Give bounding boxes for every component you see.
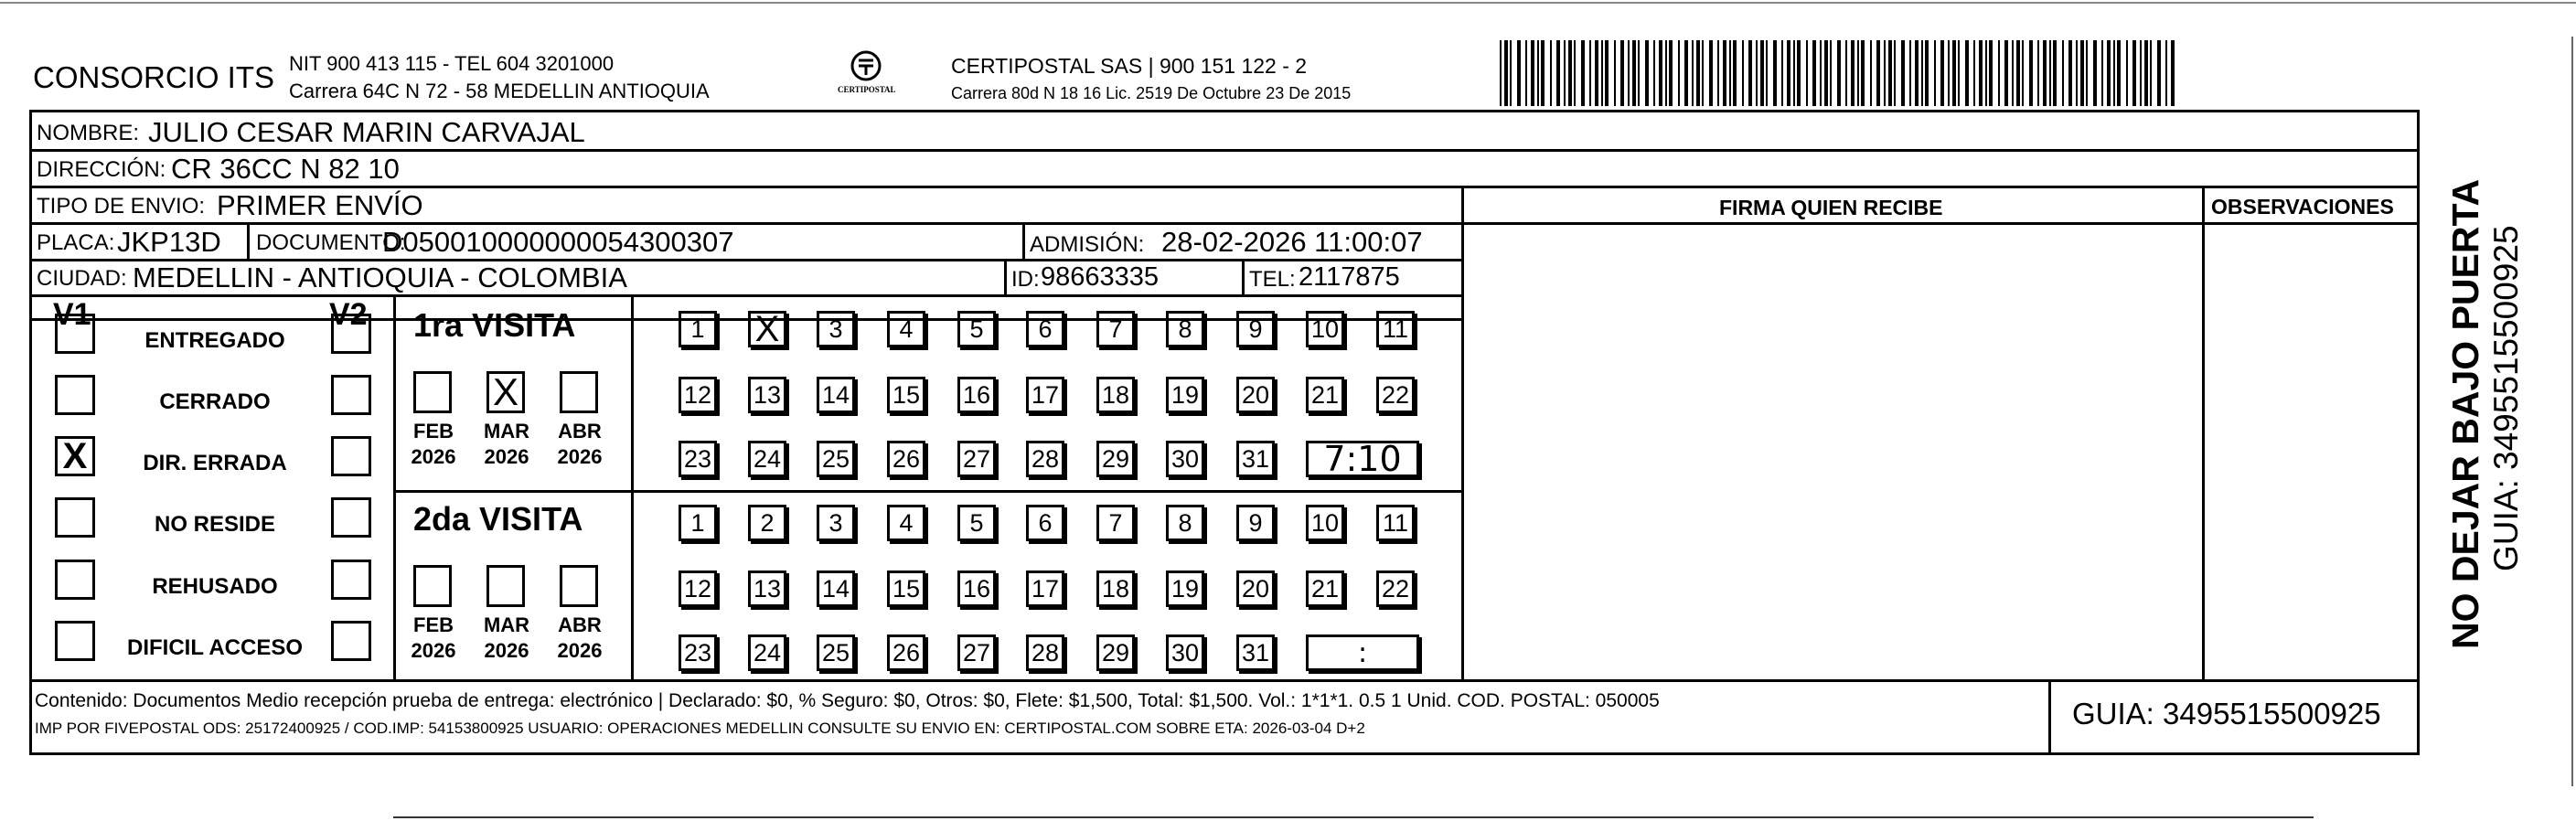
day-box[interactable]: 31 bbox=[1236, 441, 1275, 477]
day-box[interactable]: 1 bbox=[679, 311, 717, 347]
v1-header: V1 bbox=[53, 297, 91, 332]
id-label: ID: bbox=[1011, 267, 1040, 292]
barcode-bar bbox=[1638, 40, 1640, 106]
barcode-bar bbox=[2016, 40, 2020, 106]
barcode-bar bbox=[1940, 40, 1944, 106]
day-box[interactable]: 27 bbox=[957, 634, 996, 671]
barcode-bar bbox=[1756, 40, 1758, 106]
day-box[interactable]: 13 bbox=[748, 570, 786, 607]
day-box[interactable]: 25 bbox=[817, 441, 855, 477]
barcode-bar bbox=[1525, 40, 1527, 106]
tipo-envio-label: TIPO DE ENVIO: bbox=[37, 194, 206, 219]
month-checkbox[interactable] bbox=[413, 565, 452, 607]
documento-label: DOCUMENTO: bbox=[256, 230, 406, 255]
barcode-bar bbox=[1901, 40, 1905, 106]
day-box[interactable]: 21 bbox=[1306, 570, 1344, 607]
barcode-bar bbox=[1742, 40, 1744, 106]
barcode-bar bbox=[1952, 40, 1956, 106]
barcode-bar bbox=[1589, 40, 1591, 106]
v1-checkbox[interactable] bbox=[55, 375, 95, 415]
barcode-bar bbox=[1595, 40, 1598, 106]
status-label: DIR. ERRADA bbox=[143, 451, 287, 475]
visit-time-box[interactable]: : bbox=[1306, 634, 1419, 671]
barcode-bar bbox=[1692, 40, 1694, 106]
month-checkbox[interactable] bbox=[413, 371, 452, 413]
day-box[interactable]: 18 bbox=[1096, 570, 1135, 607]
day-box[interactable]: 2 bbox=[748, 505, 786, 541]
certipostal-logo bbox=[834, 48, 898, 102]
day-box[interactable]: 16 bbox=[957, 570, 996, 607]
barcode-bar bbox=[1504, 40, 1508, 106]
day-box[interactable]: 12 bbox=[679, 377, 717, 413]
barcode-bar bbox=[2101, 40, 2103, 106]
placa-divider bbox=[247, 222, 250, 259]
day-box[interactable]: 3 bbox=[817, 311, 855, 347]
barcode-bar bbox=[1921, 40, 1923, 106]
barcode-bar bbox=[1628, 40, 1630, 106]
day-box[interactable]: 4 bbox=[887, 311, 925, 347]
tel-label: TEL: bbox=[1249, 267, 1296, 292]
tel-divider bbox=[1242, 259, 1245, 294]
month-name: MAR bbox=[483, 420, 530, 442]
page-edge bbox=[2571, 37, 2573, 786]
ciudad-label: CIUDAD: bbox=[37, 266, 127, 291]
barcode-bar bbox=[1806, 40, 1808, 106]
month-name: MAR bbox=[483, 613, 530, 636]
barcode-bar bbox=[2037, 40, 2039, 106]
barcode-bar bbox=[1857, 40, 1859, 106]
visit-title: 2da VISITA bbox=[413, 500, 583, 538]
ciudad-value: MEDELLIN - ANTIOQUIA - COLOMBIA bbox=[133, 261, 627, 293]
barcode-bar bbox=[1564, 40, 1566, 106]
v1-checkbox[interactable] bbox=[55, 314, 95, 354]
barcode-bar bbox=[1678, 40, 1680, 106]
barcode-bar bbox=[2165, 40, 2167, 106]
barcode bbox=[1500, 40, 2181, 106]
barcode-bar bbox=[2150, 40, 2152, 106]
v1-checkbox[interactable] bbox=[55, 497, 95, 538]
carrier-address: Carrera 80d N 18 16 Lic. 2519 De Octubre 23 De 2015 bbox=[951, 84, 1352, 102]
day-box[interactable]: 7 bbox=[1096, 311, 1135, 347]
barcode-bar bbox=[2022, 40, 2024, 106]
barcode-bar bbox=[1979, 40, 1983, 106]
day-box[interactable]: 5 bbox=[957, 311, 996, 347]
day-box[interactable]: 10 bbox=[1306, 311, 1344, 347]
barcode-bar bbox=[1787, 40, 1790, 106]
barcode-bar bbox=[1925, 40, 1929, 106]
firma-header: FIRMA QUIEN RECIBE bbox=[1719, 196, 1943, 219]
day-box[interactable]: 24 bbox=[748, 441, 786, 477]
day-box[interactable]: 9 bbox=[1236, 505, 1275, 541]
status-label: DIFICIL ACCESO bbox=[126, 635, 303, 660]
barcode-bar bbox=[1894, 40, 1896, 106]
status-label: REHUSADO bbox=[152, 574, 278, 599]
barcode-bar bbox=[2062, 40, 2064, 106]
footer-contenido: Contenido: Documentos Medio recepción prueba de entrega: electrónico | Declarado: $0, % Seguro: $0, Otros: $0, Flete: $1,500, Total: $1,500. Vol.: 1*1*1. 0.5 1 Unid. COD. POSTAL: 050005 bbox=[35, 690, 1660, 711]
barcode-bar bbox=[1669, 40, 1673, 106]
month-name: FEB bbox=[413, 420, 454, 442]
day-box[interactable]: 17 bbox=[1026, 570, 1064, 607]
status-divider bbox=[393, 294, 396, 679]
row-line bbox=[29, 149, 2420, 152]
v2-checkbox[interactable] bbox=[331, 621, 371, 661]
admision-label: ADMISIÓN: bbox=[1030, 232, 1145, 257]
frame-right bbox=[2417, 110, 2420, 755]
barcode-bar bbox=[1973, 40, 1975, 106]
barcode-bar bbox=[1888, 40, 1892, 106]
direccion-label: DIRECCIÓN: bbox=[37, 157, 166, 182]
barcode-bar bbox=[1517, 40, 1521, 106]
barcode-bar bbox=[1729, 40, 1731, 106]
barcode-bar bbox=[1861, 40, 1865, 106]
day-box[interactable]: 4 bbox=[887, 505, 925, 541]
day-box[interactable]: 7 bbox=[1096, 505, 1135, 541]
day-box[interactable]: 15 bbox=[887, 377, 925, 413]
day-box[interactable]: 8 bbox=[1166, 311, 1204, 347]
barcode-bar bbox=[2093, 40, 2097, 106]
barcode-bar bbox=[1965, 40, 1969, 106]
day-box[interactable]: 6 bbox=[1026, 505, 1064, 541]
barcode-bar bbox=[1709, 40, 1713, 106]
barcode-bar bbox=[1948, 40, 1950, 106]
day-box[interactable]: 3 bbox=[817, 505, 855, 541]
barcode-bar bbox=[2113, 40, 2115, 106]
barcode-bar bbox=[1665, 40, 1667, 106]
v1-checkbox[interactable]: X bbox=[55, 436, 95, 476]
barcode-bar bbox=[2029, 40, 2033, 106]
barcode-bar bbox=[2140, 40, 2142, 106]
v2-checkbox[interactable] bbox=[331, 375, 371, 415]
month-checkbox[interactable] bbox=[560, 371, 598, 413]
month-label bbox=[547, 613, 613, 664]
day-box[interactable]: 5 bbox=[957, 505, 996, 541]
barcode-bar bbox=[1717, 40, 1719, 106]
barcode-bar bbox=[2132, 40, 2136, 106]
day-box[interactable]: 19 bbox=[1166, 377, 1204, 413]
barcode-bar bbox=[1723, 40, 1726, 106]
barcode-bar bbox=[1830, 40, 1832, 106]
month-label bbox=[474, 419, 540, 470]
barcode-bar bbox=[1998, 40, 2000, 106]
barcode-bar bbox=[1793, 40, 1795, 106]
side-guia: GUIA: 3495515500925 bbox=[2487, 225, 2525, 571]
month-label bbox=[401, 613, 466, 664]
day-box[interactable]: 6 bbox=[1026, 311, 1064, 347]
barcode-bar bbox=[2080, 40, 2084, 106]
barcode-bar bbox=[2053, 40, 2057, 106]
day-box[interactable]: 1 bbox=[679, 505, 717, 541]
barcode-bar bbox=[1550, 40, 1552, 106]
barcode-bar bbox=[2004, 40, 2008, 106]
barcode-bar bbox=[1620, 40, 1624, 106]
day-box[interactable]: 23 bbox=[679, 634, 717, 671]
month-name: ABR bbox=[558, 613, 602, 636]
month-year: 2026 bbox=[411, 445, 456, 468]
barcode-bar bbox=[1781, 40, 1783, 106]
barcode-bar bbox=[1870, 40, 1872, 106]
day-box[interactable]: 14 bbox=[817, 377, 855, 413]
carrier-name: CERTIPOSTAL SAS | 900 151 122 - 2 bbox=[951, 54, 1308, 78]
side-warning: NO DEJAR BAJO PUERTA bbox=[2444, 178, 2486, 649]
direccion-value: CR 36CC N 82 10 bbox=[171, 153, 400, 185]
frame-bottom bbox=[29, 752, 2420, 755]
visit-time-box[interactable]: 7:10 bbox=[1306, 441, 1419, 477]
row-line bbox=[29, 294, 1463, 297]
page-rule bbox=[393, 816, 2314, 818]
month-checkbox[interactable] bbox=[486, 565, 525, 607]
tipo-envio-value: PRIMER ENVÍO bbox=[217, 189, 423, 221]
barcode-bar bbox=[1568, 40, 1572, 106]
barcode-bar bbox=[1837, 40, 1841, 106]
day-box[interactable]: 11 bbox=[1376, 311, 1415, 347]
day-box[interactable]: 9 bbox=[1236, 311, 1275, 347]
company-name: CONSORCIO ITS bbox=[33, 60, 275, 94]
month-label bbox=[547, 419, 613, 470]
row-line bbox=[29, 186, 2420, 188]
day-box[interactable]: 20 bbox=[1236, 377, 1275, 413]
footer-guia-divider bbox=[2048, 679, 2051, 752]
barcode-bar bbox=[1989, 40, 1993, 106]
month-year: 2026 bbox=[557, 445, 603, 468]
barcode-bar bbox=[1653, 40, 1655, 106]
barcode-bar bbox=[2157, 40, 2161, 106]
day-box[interactable]: 12 bbox=[679, 570, 717, 607]
barcode-bar bbox=[1845, 40, 1847, 106]
day-box[interactable]: 26 bbox=[887, 634, 925, 671]
barcode-bar bbox=[1876, 40, 1880, 106]
barcode-bar bbox=[2068, 40, 2072, 106]
month-year: 2026 bbox=[557, 639, 603, 662]
barcode-bar bbox=[1510, 40, 1512, 106]
barcode-bar bbox=[2107, 40, 2111, 106]
month-label bbox=[474, 613, 540, 664]
barcode-bar bbox=[1581, 40, 1585, 106]
day-box[interactable]: 28 bbox=[1026, 634, 1064, 671]
v2-header: V2 bbox=[329, 297, 368, 332]
barcode-bar bbox=[1766, 40, 1768, 106]
barcode-bar bbox=[2126, 40, 2128, 106]
v2-checkbox[interactable] bbox=[331, 497, 371, 538]
day-box[interactable]: 27 bbox=[957, 441, 996, 477]
barcode-bar bbox=[2117, 40, 2121, 106]
barcode-bar bbox=[1684, 40, 1688, 106]
barcode-bar bbox=[1605, 40, 1609, 106]
barcode-bar bbox=[1851, 40, 1855, 106]
tel-value: 2117875 bbox=[1299, 262, 1400, 292]
month-checkbox[interactable] bbox=[560, 565, 598, 607]
id-value: 98663335 bbox=[1041, 262, 1160, 292]
footer-top bbox=[29, 679, 2420, 682]
nombre-label: NOMBRE: bbox=[37, 121, 140, 145]
company-nit: NIT 900 413 115 - TEL 604 3201000 bbox=[289, 52, 615, 75]
barcode-bar bbox=[1632, 40, 1636, 106]
visit-title: 1ra VISITA bbox=[413, 306, 576, 344]
id-divider bbox=[1004, 259, 1007, 294]
barcode-bar bbox=[1500, 40, 1502, 106]
barcode-bar bbox=[1909, 40, 1911, 106]
barcode-bar bbox=[2144, 40, 2148, 106]
barcode-bar bbox=[1820, 40, 1822, 106]
barcode-bar bbox=[1537, 40, 1539, 106]
day-box[interactable]: 30 bbox=[1166, 441, 1204, 477]
day-box[interactable]: 13 bbox=[748, 377, 786, 413]
day-box[interactable]: 29 bbox=[1096, 441, 1135, 477]
month-name: FEB bbox=[413, 613, 454, 636]
barcode-bar bbox=[2076, 40, 2078, 106]
frame-top bbox=[29, 110, 2420, 112]
barcode-bar bbox=[1702, 40, 1704, 106]
frame-left bbox=[29, 110, 32, 755]
nombre-value: JULIO CESAR MARIN CARVAJAL bbox=[148, 116, 585, 148]
day-box[interactable]: 24 bbox=[748, 634, 786, 671]
footer-guia: GUIA: 3495515500925 bbox=[2072, 697, 2381, 730]
barcode-bar bbox=[1614, 40, 1616, 106]
barcode-bar bbox=[1958, 40, 1960, 106]
barcode-bar bbox=[1915, 40, 1919, 106]
month-checkbox[interactable]: X bbox=[486, 371, 525, 413]
month-year: 2026 bbox=[484, 639, 529, 662]
barcode-bar bbox=[1884, 40, 1886, 106]
placa-value: JKP13D bbox=[117, 226, 221, 258]
visit-divider bbox=[393, 490, 1463, 493]
barcode-bar bbox=[1985, 40, 1987, 106]
barcode-bar bbox=[1760, 40, 1764, 106]
barcode-bar bbox=[1645, 40, 1649, 106]
day-box[interactable]: 14 bbox=[817, 570, 855, 607]
day-box[interactable]: 15 bbox=[887, 570, 925, 607]
month-label bbox=[401, 419, 466, 470]
months-days-divider bbox=[631, 294, 634, 679]
barcode-bar bbox=[2012, 40, 2014, 106]
barcode-bar bbox=[2086, 40, 2088, 106]
barcode-bar bbox=[1797, 40, 1801, 106]
v2-checkbox[interactable] bbox=[331, 560, 371, 600]
logo-text: CERTIPOSTAL bbox=[838, 85, 896, 94]
month-year: 2026 bbox=[484, 445, 529, 468]
status-label: CERRADO bbox=[159, 389, 271, 414]
signature-area-top bbox=[1461, 222, 2420, 225]
barcode-bar bbox=[2049, 40, 2051, 106]
top-border-line bbox=[0, 2, 2576, 4]
day-box[interactable]: 16 bbox=[957, 377, 996, 413]
v2-checkbox[interactable] bbox=[331, 436, 371, 476]
day-box[interactable]: 17 bbox=[1026, 377, 1064, 413]
barcode-bar bbox=[1733, 40, 1737, 106]
barcode-bar bbox=[1934, 40, 1936, 106]
month-name: ABR bbox=[558, 420, 602, 442]
day-box[interactable]: 8 bbox=[1166, 505, 1204, 541]
barcode-bar bbox=[1541, 40, 1545, 106]
barcode-bar bbox=[1748, 40, 1752, 106]
observaciones-divider bbox=[2202, 186, 2205, 679]
documento-value: D050010000000054300307 bbox=[382, 226, 734, 258]
status-label: NO RESIDE bbox=[154, 512, 276, 537]
firma-divider bbox=[1461, 186, 1464, 679]
barcode-bar bbox=[2043, 40, 2047, 106]
day-box[interactable]: 31 bbox=[1236, 634, 1275, 671]
day-box[interactable]: 10 bbox=[1306, 505, 1344, 541]
barcode-bar bbox=[1773, 40, 1777, 106]
day-box[interactable]: 22 bbox=[1376, 377, 1415, 413]
day-box[interactable]: 20 bbox=[1236, 570, 1275, 607]
day-box[interactable]: 30 bbox=[1166, 634, 1204, 671]
day-box[interactable]: 11 bbox=[1376, 505, 1415, 541]
v2-checkbox[interactable] bbox=[331, 314, 371, 354]
admision-value: 28-02-2026 11:00:07 bbox=[1161, 226, 1423, 258]
barcode-bar bbox=[1696, 40, 1700, 106]
day-box[interactable]: 19 bbox=[1166, 570, 1204, 607]
barcode-bar bbox=[1824, 40, 1828, 106]
placa-label: PLACA: bbox=[37, 230, 115, 255]
day-box[interactable]: 25 bbox=[817, 634, 855, 671]
day-box[interactable]: 28 bbox=[1026, 441, 1064, 477]
admision-divider bbox=[1022, 222, 1025, 259]
company-address: Carrera 64C N 72 - 58 MEDELLIN ANTIOQUIA bbox=[289, 80, 710, 102]
barcode-bar bbox=[1556, 40, 1560, 106]
barcode-bar bbox=[1574, 40, 1576, 106]
day-box[interactable]: 22 bbox=[1376, 570, 1415, 607]
v1-checkbox[interactable] bbox=[55, 621, 95, 661]
day-box[interactable]: 23 bbox=[679, 441, 717, 477]
barcode-bar bbox=[1659, 40, 1662, 106]
day-box[interactable]: 29 bbox=[1096, 634, 1135, 671]
v1-checkbox[interactable] bbox=[55, 560, 95, 600]
day-box[interactable]: 18 bbox=[1096, 377, 1135, 413]
month-year: 2026 bbox=[411, 639, 456, 662]
status-label: ENTREGADO bbox=[144, 328, 285, 353]
barcode-bar bbox=[1812, 40, 1816, 106]
day-box[interactable]: 26 bbox=[887, 441, 925, 477]
barcode-bar bbox=[1531, 40, 1534, 106]
day-box[interactable]: 21 bbox=[1306, 377, 1344, 413]
footer-imp: IMP POR FIVEPOSTAL ODS: 25172400925 / COD.IMP: 54153800925 USUARIO: OPERACIONES MEDELLIN CONSULTE SU ENVIO EN: CERTIPOSTAL.COM SOBRE ETA: 2026-03-04 D+2 bbox=[35, 720, 1365, 737]
day-box[interactable]: X bbox=[748, 311, 786, 347]
observaciones-header: OBSERVACIONES bbox=[2211, 195, 2394, 219]
barcode-bar bbox=[2171, 40, 2175, 106]
barcode-bar bbox=[1601, 40, 1603, 106]
